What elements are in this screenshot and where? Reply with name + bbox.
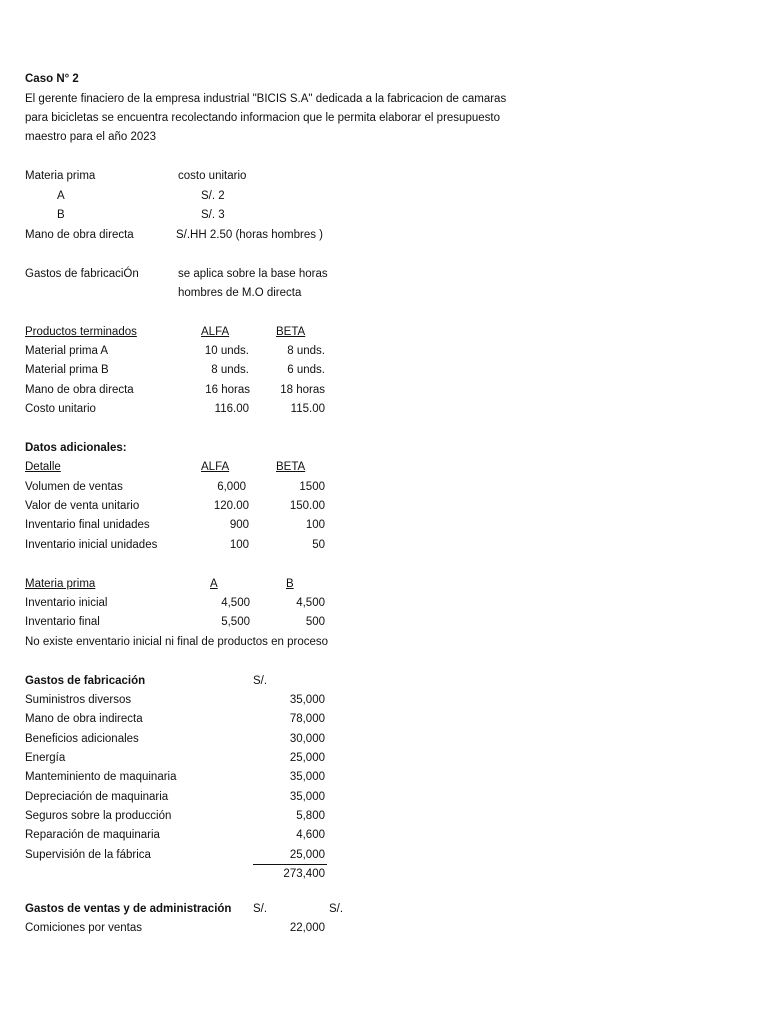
- mp-row-b-value: S/. 3: [201, 209, 225, 221]
- gf-row-8-value: 4,600: [296, 829, 325, 841]
- mpinv-row-2-a: 5,500: [221, 616, 250, 628]
- mpinv-header-label: Materia prima: [25, 578, 96, 590]
- datos-row-1-alfa: 6,000: [217, 481, 246, 493]
- datos-row-4-beta: 50: [312, 539, 325, 551]
- gv-title: Gastos de ventas y de administración: [25, 903, 232, 915]
- productos-row-2-label: Material prima B: [25, 364, 109, 376]
- gf-row-6-value: 35,000: [289, 791, 325, 803]
- gf-total-divider: [253, 864, 327, 865]
- gf-row-1-label: Suministros diversos: [25, 694, 132, 706]
- gf-row-8-label: Reparación de maquinaria: [25, 829, 160, 841]
- productos-row-1-beta: 8 unds.: [287, 345, 325, 357]
- datos-row-2-alfa: 120.00: [213, 500, 249, 512]
- datos-header-label: Detalle: [25, 461, 61, 473]
- productos-header-label: Productos terminados: [25, 326, 137, 338]
- gf-base-line-1: se aplica sobre la base horas: [178, 268, 328, 280]
- intro-line-1: El gerente finaciero de la empresa industrial "BICIS S.A" dedicada a la fabricacion de camaras: [25, 93, 507, 105]
- datos-row-3-label: Inventario final unidades: [25, 519, 150, 531]
- mpinv-note: No existe enventario inicial ni final de productos en proceso: [25, 636, 329, 648]
- gv-currency-2: S/.: [329, 903, 344, 915]
- mpinv-row-2-label: Inventario final: [25, 616, 100, 628]
- productos-row-2-beta: 6 unds.: [287, 364, 325, 376]
- mpinv-header-b: B: [286, 578, 294, 590]
- mp-row-a-value: S/. 2: [201, 190, 225, 202]
- productos-row-4-alfa: 116.00: [214, 403, 249, 415]
- productos-row-4-label: Costo unitario: [25, 403, 96, 415]
- gf-row-4-label: Energía: [25, 752, 66, 764]
- gf-row-5-value: 35,000: [289, 771, 325, 783]
- datos-row-3-beta: 100: [305, 519, 325, 531]
- datos-row-1-label: Volumen de ventas: [25, 481, 123, 493]
- productos-row-2-alfa: 8 unds.: [211, 364, 249, 376]
- gv-row-1-label: Comiciones por ventas: [25, 922, 142, 934]
- productos-row-3-beta: 18 horas: [280, 384, 325, 396]
- gv-currency-1: S/.: [253, 903, 268, 915]
- productos-row-3-alfa: 16 horas: [205, 384, 250, 396]
- gf-row-9-value: 25,000: [289, 849, 325, 861]
- productos-row-1-label: Material prima A: [25, 345, 109, 357]
- datos-row-3-alfa: 900: [229, 519, 249, 531]
- case-title: Caso N° 2: [25, 73, 79, 85]
- mp-row-a-name: A: [57, 190, 65, 202]
- datos-title: Datos adicionales:: [25, 442, 127, 454]
- gf-currency: S/.: [253, 675, 268, 687]
- datos-header-beta: BETA: [276, 461, 306, 473]
- mo-value: S/.HH 2.50 (horas hombres ): [176, 229, 324, 241]
- gf-total-value: 273,400: [283, 868, 325, 880]
- gf-row-2-value: 78,000: [289, 713, 325, 725]
- productos-header-alfa: ALFA: [201, 326, 230, 338]
- gf-row-6-label: Depreciación de maquinaria: [25, 791, 169, 803]
- mpinv-row-2-b: 500: [305, 616, 325, 628]
- datos-row-2-beta: 150.00: [289, 500, 325, 512]
- mpinv-row-1-a: 4,500: [221, 597, 250, 609]
- gf-row-7-value: 5,800: [296, 810, 325, 822]
- gf-row-3-label: Beneficios adicionales: [25, 733, 139, 745]
- gf-row-4-value: 25,000: [289, 752, 325, 764]
- mp-label: Materia prima: [25, 170, 96, 182]
- gf-row-9-label: Supervisión de la fábrica: [25, 849, 151, 861]
- productos-row-1-alfa: 10 unds.: [204, 345, 249, 357]
- gf-row-7-label: Seguros sobre la producción: [25, 810, 172, 822]
- datos-row-2-label: Valor de venta unitario: [25, 500, 140, 512]
- gf-row-5-label: Manteminiento de maquinaria: [25, 771, 177, 783]
- productos-row-4-beta: 115.00: [290, 403, 325, 415]
- datos-row-4-label: Inventario inicial unidades: [25, 539, 158, 551]
- mpinv-header-a: A: [210, 578, 218, 590]
- productos-header-beta: BETA: [276, 326, 306, 338]
- intro-line-3: maestro para el año 2023: [25, 131, 157, 143]
- mpinv-row-1-label: Inventario inicial: [25, 597, 108, 609]
- mp-header: costo unitario: [178, 170, 247, 182]
- intro-line-2: para bicicletas se encuentra recolectando informacion que le permita elaborar el presupuesto: [25, 112, 500, 124]
- mp-row-b-name: B: [57, 209, 65, 221]
- gf-row-3-value: 30,000: [289, 733, 325, 745]
- gf-base-label: Gastos de fabricaciÓn: [25, 268, 139, 280]
- gf-row-2-label: Mano de obra indirecta: [25, 713, 143, 725]
- gf-base-line-2: hombres de M.O directa: [178, 287, 302, 299]
- datos-row-1-beta: 1500: [299, 481, 325, 493]
- gf-title: Gastos de fabricación: [25, 675, 146, 687]
- productos-row-3-label: Mano de obra directa: [25, 384, 134, 396]
- datos-row-4-alfa: 100: [229, 539, 249, 551]
- datos-header-alfa: ALFA: [201, 461, 230, 473]
- mpinv-row-1-b: 4,500: [296, 597, 325, 609]
- gf-row-1-value: 35,000: [289, 694, 325, 706]
- gv-row-1-value: 22,000: [289, 922, 325, 934]
- mo-label: Mano de obra directa: [25, 229, 134, 241]
